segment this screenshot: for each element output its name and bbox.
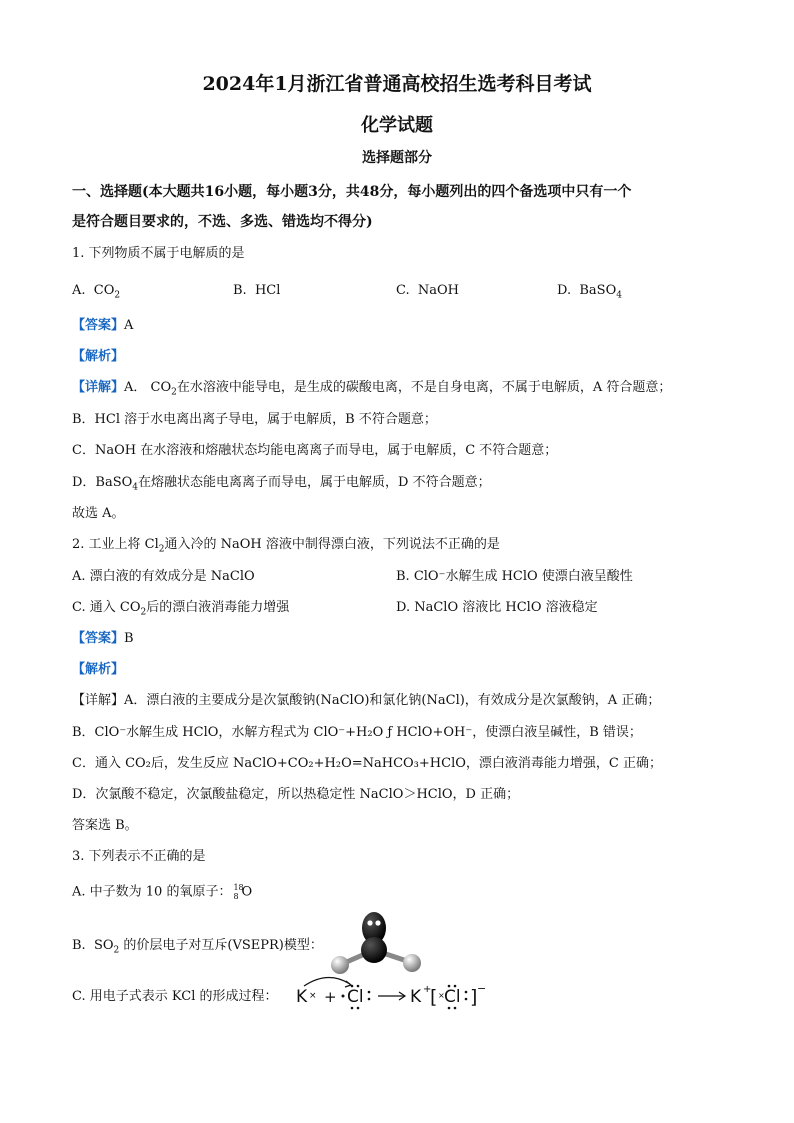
q1-option-a: A. $CO_2$ — [72, 283, 121, 301]
svg-text:Cl: Cl — [347, 987, 364, 1007]
q3-option-a: A. 中子数为 10 的氧原子： 18 8 O — [72, 883, 253, 901]
q2-option-c: C. 通入 $CO_2$后的漂白液消毒能力增强 — [72, 600, 290, 618]
section-instructions-1: 一、选择题(本大题共16小题，每小题3分，共48分，每小题列出的四个备选项中只有一个 — [72, 184, 632, 200]
svg-text:[: [ — [430, 986, 438, 1008]
q1-option-b: B. HCl — [233, 283, 281, 298]
svg-text:]: ] — [470, 986, 478, 1008]
q2-analysis-heading: 【解析】 — [72, 662, 125, 677]
section-instructions-2: 是符合题目要求的，不选、多选、错选均不得分) — [72, 214, 373, 230]
svg-text:−: − — [477, 982, 487, 995]
svg-text:×: × — [309, 991, 317, 1001]
vsepr-model-image — [326, 910, 436, 978]
q1-detail-d: D．BaSO$_4$在熔融状态能电离离子而导电，属于电解质，D 不符合题意； — [72, 475, 491, 493]
q2-detail-d: D．次氯酸不稳定，次氯酸盐稳定，所以热稳定性 NaClO＞HClO，D 正确； — [72, 787, 520, 802]
q3-option-c: C. 用电子式表示 KCl 的形成过程： — [72, 989, 278, 1004]
svg-text:×: × — [438, 991, 445, 1000]
svg-text:K: K — [296, 987, 308, 1007]
kcl-formation-electron-dot-diagram — [294, 972, 490, 1018]
q2-option-a: A. 漂白液的有效成分是 NaClO — [72, 569, 255, 584]
q3-option-b: B. $SO_2$ 的价层电子对互斥(VSEPR)模型： — [72, 938, 323, 956]
q2-detail-b: B．ClO⁻水解生成 HClO，水解方程式为 ClO⁻+H₂O ƒ HClO+OH⁻，使漂白液呈碱性，B 错误； — [72, 725, 642, 740]
q3-stem: 3. 下列表示不正确的是 — [72, 849, 206, 864]
q1-detail-b: B．HCl 溶于水电离出离子导电，属于电解质，B 不符合题意； — [72, 412, 437, 427]
svg-text:+: + — [423, 984, 432, 995]
q1-stem: 1. 下列物质不属于电解质的是 — [72, 246, 245, 261]
svg-text:+: + — [324, 988, 337, 1006]
q2-detail-c: C．通入 CO₂后，发生反应 NaClO+CO₂+H₂O=NaHCO₃+HClO，漂白液消毒能力增强，C 正确； — [72, 756, 662, 771]
svg-text:Cl: Cl — [444, 987, 461, 1007]
q2-option-b: B. ClO⁻水解生成 HClO 使漂白液呈酸性 — [396, 569, 633, 584]
q1-detail-a: 【详解】A． $CO_2$在水溶液中能导电，是生成的碳酸电离，不是自身电离，不属于电解质，A 符合题意； — [72, 380, 672, 398]
q1-option-c: C. NaOH — [396, 283, 460, 298]
q2-option-d: D. NaClO 溶液比 HClO 溶液稳定 — [396, 600, 598, 615]
q1-option-d: D. BaSO$_4$ — [557, 283, 622, 301]
svg-text:K: K — [410, 987, 422, 1007]
q1-conclusion: 故选 A。 — [72, 506, 125, 521]
q2-answer: 【答案】B — [72, 631, 134, 646]
part-heading: 选择题部分 — [362, 150, 432, 166]
q2-detail-a: 【详解】A．漂白液的主要成分是次氯酸钠(NaClO)和氯化钠(NaCl)，有效成分是次氯酸钠，A 正确； — [72, 693, 661, 708]
oxygen-isotope-notation: 18 8 — [233, 883, 244, 901]
q1-detail-c: C．NaOH 在水溶液和熔融状态均能电离离子而导电，属于电解质，C 不符合题意； — [72, 443, 558, 458]
q1-answer: 【答案】A — [72, 318, 134, 333]
q2-conclusion: 答案选 B。 — [72, 818, 138, 833]
q1-analysis-heading: 【解析】 — [72, 349, 125, 364]
page-title: 2024年1月浙江省普通高校招生选考科目考试 — [202, 73, 592, 95]
subject-title: 化学试题 — [361, 115, 433, 136]
q2-stem: 2. 工业上将 $Cl_2$通入冷的 NaOH 溶液中制得漂白液，下列说法不正确的是 — [72, 537, 500, 555]
